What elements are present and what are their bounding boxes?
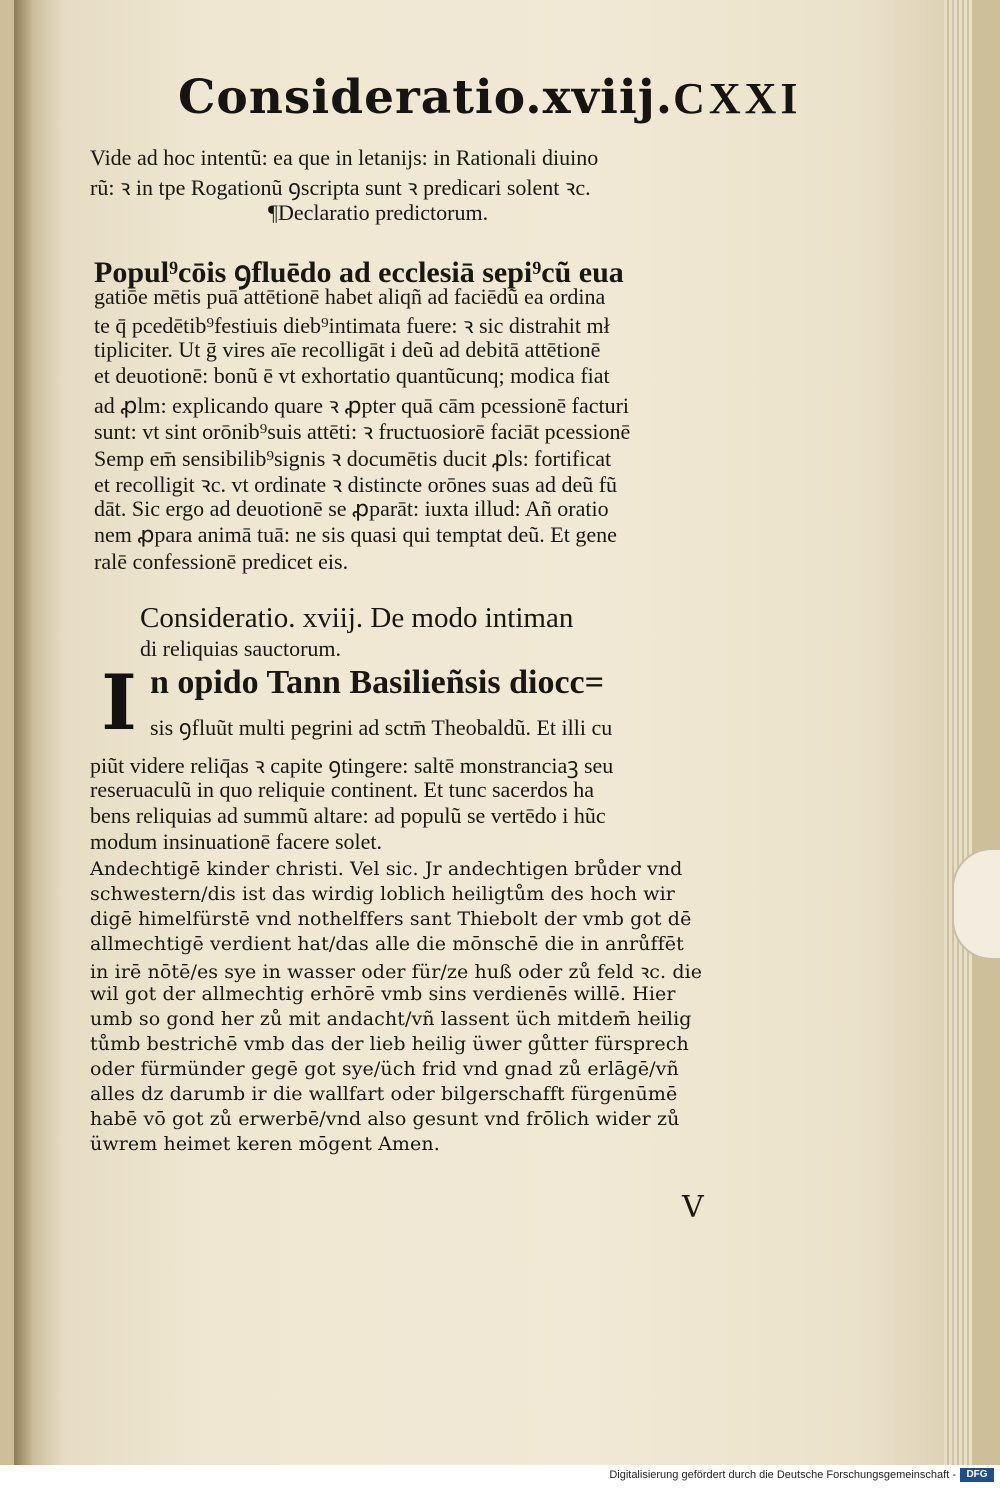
dfg-logo-icon[interactable]: DFG: [960, 1468, 994, 1482]
catchword: V: [682, 1190, 704, 1225]
initial-letter: I: [101, 658, 137, 747]
chapter-heading: Consideratio. xviij. De modo intiman: [140, 602, 574, 634]
chapter-heading-cont: di reliquias sauctorum.: [140, 636, 342, 661]
german-text-line: wil got der allmechtig erhōrē vmb sins verdienēs willē. Hier: [90, 983, 676, 1005]
text-line: reseruaculũ in quo reliquie continent. Et tunc sacerdos ha: [90, 777, 594, 802]
german-text-line: allmechtigē verdient hat/das alle die mōnschē die in anrůffēt: [90, 933, 684, 955]
text-line: gatiōe mētis puā attētionē habet aliqñ ad faciēdũ ea ordina: [94, 284, 606, 309]
text-line: n opido Tann Basilieñsis diocc=: [150, 664, 605, 701]
text-line: Vide ad hoc intentũ: ea que in letanijs: in Rationali diuino: [90, 145, 599, 170]
text-line: dāt. Sic ergo ad deuotionē se ꝓparāt: iuxta illud: Añ oratio: [94, 496, 609, 521]
text-line: rũ: ꝛ in tpe Rogationũ ꝯscripta sunt ꝛ predicari solent ꝛc.: [90, 175, 591, 200]
text-line: te q̄ pcedētib⁹festiuis dieb⁹intimata fuere: ꝛ sic distrahit mł: [94, 313, 610, 338]
german-text-line: üwrem heimet keren mōgent Amen.: [90, 1133, 440, 1155]
german-text-line: habē vō got zů erwerbē/vnd also gesunt vnd frōlich wider zů: [90, 1108, 680, 1130]
german-text-line: Andechtigē kinder christi. Vel sic. Jr andechtigen brůder vnd: [90, 858, 683, 880]
folio-number: CXXI: [673, 74, 802, 123]
gutter-shadow: [14, 0, 32, 1465]
text-line: sis ꝯfluũt multi pegrini ad sctm̄ Theobaldũ. Et illi cu: [150, 715, 613, 740]
text-line: ralē confessionē predicet eis.: [94, 549, 349, 574]
text-line: ad ꝓlm: explicando quare ꝛ ꝓpter quā cām pcessionē facturi: [94, 393, 630, 418]
text-line: Semp em̄ sensibilib⁹signis ꝛ documētis ducit ꝓls: fortificat: [94, 446, 612, 471]
text-line: nem ꝓpara animā tuā: ne sis quasi qui temptat deũ. Et gene: [94, 522, 617, 547]
footer-credit: Digitalisierung gefördert durch die Deutsche Forschungsgemeinschaft -: [609, 1469, 956, 1481]
text-line: sunt: vt sint orōnib⁹suis attēti: ꝛ fructuosiorē faciāt pcessionē: [94, 419, 631, 444]
text-line: modum insinuationē facere solet.: [90, 829, 383, 854]
running-title: Consideratio.xviij.: [178, 70, 674, 125]
page-edge: [944, 0, 972, 1465]
german-text-line: tůmb bestrichē vmb das der lieb heilig üwer gůtter fürsprech: [90, 1033, 689, 1055]
german-text-line: in irē nōtē/es sye in wasser oder für/ze huß oder zů feld ꝛc. die: [90, 961, 703, 983]
text-line: piũt videre reliq̄as ꝛ capite ꝯtingere: saltē monstranciaꝫ seu: [90, 753, 614, 778]
text-line: Popul⁹cōis ꝯfluēdo ad ecclesiā sepi⁹cũ eua: [94, 256, 624, 289]
text-line: bens reliquias ad summũ altare: ad populũ se vertēdo i hũc: [90, 803, 606, 828]
text-line: tipliciter. Ut ḡ vires aīe recolligāt i deũ ad debitā attētionē: [94, 337, 601, 362]
german-text-line: schwestern/dis ist das wirdig loblich heiligtům des hoch wir: [90, 883, 675, 905]
page-clip: [952, 848, 1000, 960]
text-line: et deuotionē: bonũ ē vt exhortatio quantũcunq; modica fiat: [94, 363, 610, 388]
german-text-line: alles dz darumb ir die wallfart oder bilgerschafft fürgenūmē: [90, 1083, 678, 1105]
german-text-line: umb so gond her zů mit andacht/vñ lassent üch mitdem̄ heilig: [90, 1008, 692, 1030]
german-text-line: oder fürmünder gegē got sye/üch frid vnd gnad zů erlāgē/vñ: [90, 1058, 679, 1080]
text-line: et recolligit ꝛc. vt ordinate ꝛ distincte orōnes suas ad deũ fũ: [94, 472, 618, 497]
german-text-line: digē himelfürstē vnd nothelffers sant Thiebolt der vmb got dē: [90, 908, 692, 930]
footer-bar: [0, 1465, 1000, 1488]
section-heading: ¶Declaratio predictorum.: [268, 200, 489, 225]
page-header: [178, 70, 802, 125]
